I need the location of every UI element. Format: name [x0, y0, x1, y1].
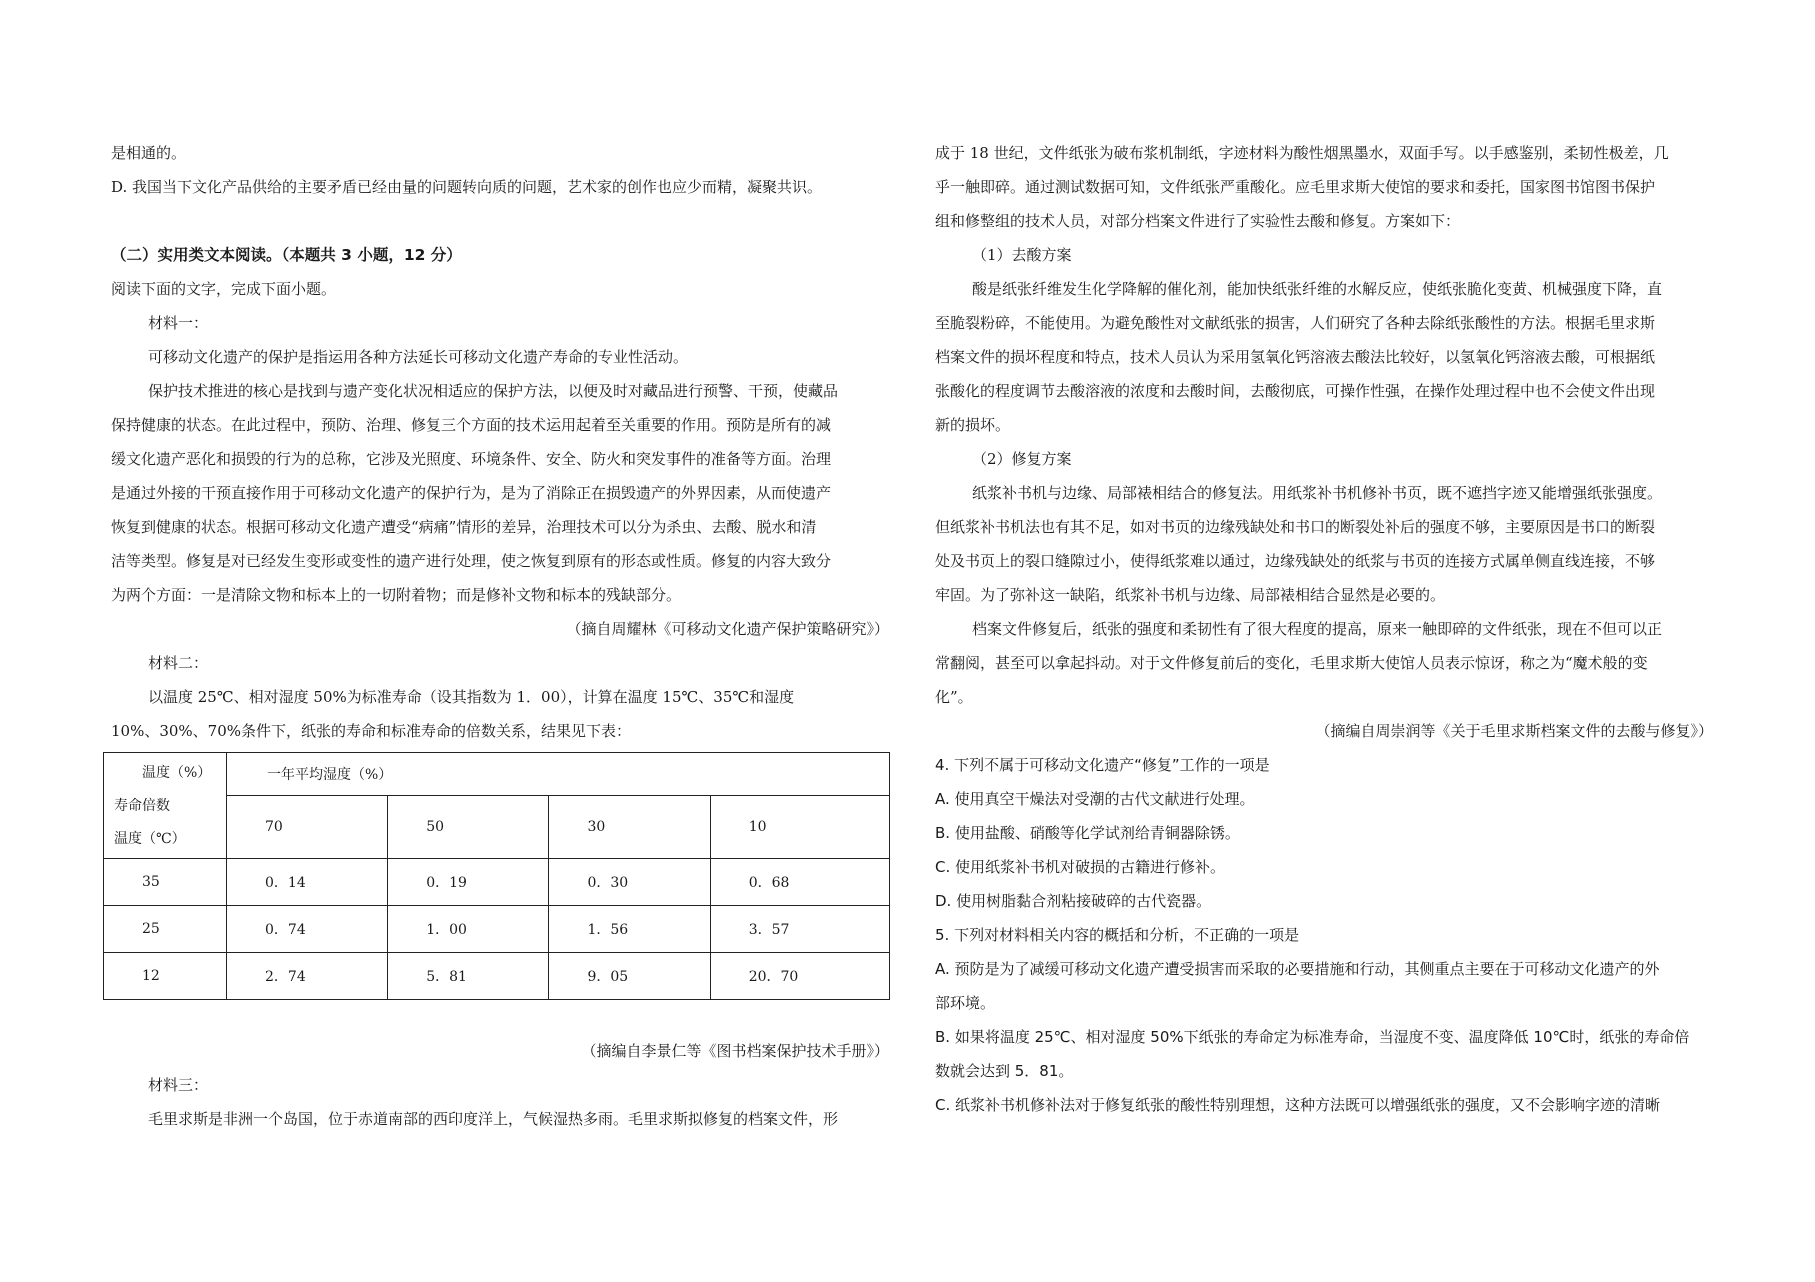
- result-line: 化”。: [935, 688, 973, 706]
- corner-line: 温度（℃）: [114, 831, 186, 847]
- material-1-line: 为两个方面：一是清除文物和标本上的一切附着物；而是修补文物和标本的残缺部分。: [111, 586, 682, 604]
- question-5-option-a-cont: 部环境。: [935, 994, 996, 1012]
- material-3-line: 组和修整组的技术人员，对部分档案文件进行了实验性去酸和修复。方案如下：: [935, 212, 1461, 230]
- material-3-label: 材料三：: [148, 1076, 209, 1094]
- material-1-line: 保护技术推进的核心是找到与遗产变化状况相适应的保护方法，以便及时对藏品进行预警、干预，使藏品: [148, 382, 839, 400]
- question-4-option-c: C. 使用纸浆补书机对破损的古籍进行修补。: [935, 858, 1226, 876]
- material-1-paragraph: 可移动文化遗产的保护是指运用各种方法延长可移动文化遗产寿命的专业性活动。: [148, 348, 689, 366]
- plan-1-line: 档案文件的损坏程度和特点，技术人员认为采用氢氧化钙溶液去酸法比较好，以氢氧化钙溶液去酸，可根据纸: [935, 348, 1656, 366]
- table-cell: 0．30: [549, 859, 710, 906]
- plan-1-line: 酸是纸张纤维发生化学降解的催化剂，能加快纸张纤维的水解反应，使纸张脆化变黄、机械强度下降，直: [972, 280, 1663, 298]
- table-row: [104, 859, 890, 906]
- plan-2-line: 牢固。为了弥补这一缺陷，纸浆补书机与边缘、局部裱相结合显然是必要的。: [935, 586, 1446, 604]
- question-5-stem: 5. 下列对材料相关内容的概括和分析，不正确的一项是: [935, 926, 1300, 944]
- plan-2-line: 处及书页上的裂口缝隙过小，使得纸浆难以通过，边缘残缺处的纸浆与书页的连接方式属单侧直线连接，不够: [935, 552, 1656, 570]
- instruction: 阅读下面的文字，完成下面小题。: [111, 280, 337, 298]
- material-2-line: 10%、30%、70%条件下，纸张的寿命和标准寿命的倍数关系，结果见下表：: [111, 722, 632, 740]
- table-cell: 0．14: [227, 859, 388, 906]
- plan-2-line: 但纸浆补书机法也有其不足，如对书页的边缘残缺处和书口的断裂处补后的强度不够，主要原因是书口的断裂: [935, 518, 1656, 536]
- material-3-line: 毛里求斯是非洲一个岛国，位于赤道南部的西印度洋上，气候湿热多雨。毛里求斯拟修复的档案文件，形: [148, 1110, 839, 1128]
- table-row: [104, 953, 890, 1000]
- question-4-option-a: A. 使用真空干燥法对受潮的古代文献进行处理。: [935, 790, 1255, 808]
- corner-line: 寿命倍数: [114, 798, 170, 814]
- material-1-label: 材料一：: [148, 314, 209, 332]
- material-3-line: 乎一触即碎。通过测试数据可知，文件纸张严重酸化。应毛里求斯大使馆的要求和委托，国家图书馆图书保护: [935, 178, 1656, 196]
- material-1-line: 保持健康的状态。在此过程中，预防、治理、修复三个方面的技术运用起着至关重要的作用。预防是所有的减: [111, 416, 832, 434]
- section-title: （二）实用类文本阅读。（本题共 3 小题，12 分）: [111, 246, 462, 264]
- plan-1-line: 新的损坏。: [935, 416, 1011, 434]
- paper-lifetime-table: [103, 752, 890, 1000]
- material-1-line: 缓文化遗产恶化和损毁的行为的总称，它涉及光照度、环境条件、安全、防火和突发事件的准备等方面。治理: [111, 450, 832, 468]
- table-cell: 3．57: [710, 906, 889, 953]
- humidity-col: 50: [388, 796, 549, 859]
- humidity-header: 一年平均湿度（%）: [227, 753, 890, 796]
- table-cell: 5．81: [388, 953, 549, 1000]
- material-3-source: （摘编自周崇润等《关于毛里求斯档案文件的去酸与修复》）: [1315, 722, 1713, 740]
- table-cell: 1．56: [549, 906, 710, 953]
- option-d: D. 我国当下文化产品供给的主要矛盾已经由量的问题转向质的问题，艺术家的创作也应少而精，凝聚共识。: [111, 178, 823, 196]
- material-1-line: 恢复到健康的状态。根据可移动文化遗产遭受“病痛”情形的差异，治理技术可以分为杀虫、去酸、脱水和清: [111, 518, 817, 536]
- plan-1-line: 至脆裂粉碎，不能使用。为避免酸性对文献纸张的损害，人们研究了各种去除纸张酸性的方法。根据毛里求斯: [935, 314, 1656, 332]
- table-cell: 0．19: [388, 859, 549, 906]
- row-temp: 12: [104, 953, 227, 1000]
- material-2-source: （摘编自李景仁等《图书档案保护技术手册》）: [581, 1042, 889, 1060]
- humidity-col: 30: [549, 796, 710, 859]
- material-1-line: 是通过外接的干预直接作用于可移动文化遗产的保护行为，是为了消除正在损毁遗产的外界因素，从而使遗产: [111, 484, 832, 502]
- row-temp: 25: [104, 906, 227, 953]
- material-3-line: 成于 18 世纪，文件纸张为破布浆机制纸，字迹材料为酸性烟黑墨水，双面手写。以手感鉴别，柔韧性极差，几: [935, 144, 1669, 162]
- table-cell: 20．70: [710, 953, 889, 1000]
- humidity-col: 10: [710, 796, 889, 859]
- result-line: 常翻阅，甚至可以拿起抖动。对于文件修复前后的变化，毛里求斯大使馆人员表示惊讶，称之为“魔术般的变: [935, 654, 1648, 672]
- question-4-option-d: D. 使用树脂黏合剂粘接破碎的古代瓷器。: [935, 892, 1212, 910]
- table-cell: 9．05: [549, 953, 710, 1000]
- table-cell: 0．74: [227, 906, 388, 953]
- table-row: [104, 906, 890, 953]
- question-5-option-b: B. 如果将温度 25℃、相对湿度 50%下纸张的寿命定为标准寿命，当湿度不变、温度降低 10℃时，纸张的寿命倍: [935, 1028, 1690, 1046]
- corner-line: 温度（%）: [142, 765, 212, 781]
- plan-2-line: 纸浆补书机与边缘、局部裱相结合的修复法。用纸浆补书机修补书页，既不遮挡字迹又能增强纸张强度。: [972, 484, 1663, 502]
- material-2-label: 材料二：: [148, 654, 209, 672]
- material-1-line: 洁等类型。修复是对已经发生变形或变性的遗产进行处理，使之恢复到原有的形态或性质。修复的内容大致分: [111, 552, 832, 570]
- question-5-option-a: A. 预防是为了减缓可移动文化遗产遭受损害而采取的必要措施和行动，其侧重点主要在于可移动文化遗产的外: [935, 960, 1660, 978]
- question-5-option-c: C. 纸浆补书机修补法对于修复纸张的酸性特别理想，这种方法既可以增强纸张的强度，又不会影响字迹的清晰: [935, 1096, 1661, 1114]
- question-5-option-b-cont: 数就会达到 5．81。: [935, 1062, 1074, 1080]
- material-1-source: （摘自周耀林《可移动文化遗产保护策略研究》）: [566, 620, 889, 638]
- plan-1-title: （1）去酸方案: [972, 246, 1072, 264]
- question-4-stem: 4. 下列不属于可移动文化遗产“修复”工作的一项是: [935, 756, 1270, 774]
- paragraph: 是相通的。: [111, 144, 187, 162]
- plan-1-line: 张酸化的程度调节去酸溶液的浓度和去酸时间，去酸彻底，可操作性强，在操作处理过程中也不会使文件出现: [935, 382, 1656, 400]
- table-corner-header: [104, 753, 227, 859]
- table-cell: 1．00: [388, 906, 549, 953]
- plan-2-title: （2）修复方案: [972, 450, 1072, 468]
- material-2-line: 以温度 25℃、相对湿度 50%为标准寿命（设其指数为 1．00），计算在温度 15℃、35℃和湿度: [148, 688, 795, 706]
- table-cell: 2．74: [227, 953, 388, 1000]
- row-temp: 35: [104, 859, 227, 906]
- result-line: 档案文件修复后，纸张的强度和柔韧性有了很大程度的提高，原来一触即碎的文件纸张，现在不但可以正: [972, 620, 1663, 638]
- table-cell: 0．68: [710, 859, 889, 906]
- right-column: [935, 136, 1713, 1122]
- left-column: [111, 136, 889, 1136]
- humidity-col: 70: [227, 796, 388, 859]
- question-4-option-b: B. 使用盐酸、硝酸等化学试剂给青铜器除锈。: [935, 824, 1240, 842]
